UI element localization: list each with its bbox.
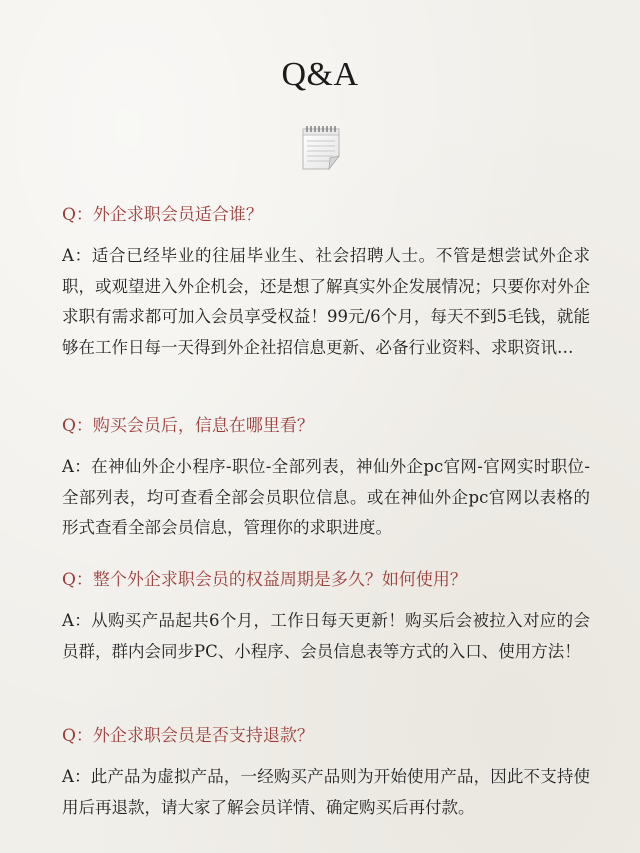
answer-text: A：从购买产品起共6个月，工作日每天更新！购买后会被拉入对应的会员群，群内会同步PC、小程序、会员信息表等方式的入口、使用方法！	[62, 611, 590, 661]
qa-item	[62, 568, 590, 667]
answer-text: A：在神仙外企小程序-职位-全部列表，神仙外企pc官网-官网实时职位-全部列表，均可查看全部会员职位信息。或在神仙外企pc官网以表格的形式查看全部会员信息，管理你的求职进度。	[62, 457, 590, 537]
question-text: Q：购买会员后，信息在哪里看？	[62, 416, 314, 436]
qa-item	[62, 203, 590, 363]
answer-text: A：适合已经毕业的往届毕业生、社会招聘人士。不管是想尝试外企求职，或观望进入外企机会，还是想了解真实外企发展情况；只要你对外企求职有需求都可加入会员享受权益！99元/6个月，每天不到5毛钱，就能够在工作日每一天得到外企社招信息更新、必备行业资料、求职资讯…	[62, 246, 590, 357]
question-text: Q：整个外企求职会员的权益周期是多久？如何使用？	[62, 570, 467, 590]
notepad-icon	[299, 122, 345, 172]
answer-text: A：此产品为虚拟产品，一经购买产品则为开始使用产品，因此不支持使用后再退款，请大家了解会员详情、确定购买后再付款。	[62, 767, 590, 817]
page-title: Q&A	[281, 56, 359, 93]
question-text: Q：外企求职会员是否支持退款？	[62, 726, 314, 746]
qa-item	[62, 724, 590, 823]
qa-item	[62, 414, 590, 544]
question-text: Q：外企求职会员适合谁？	[62, 205, 263, 225]
